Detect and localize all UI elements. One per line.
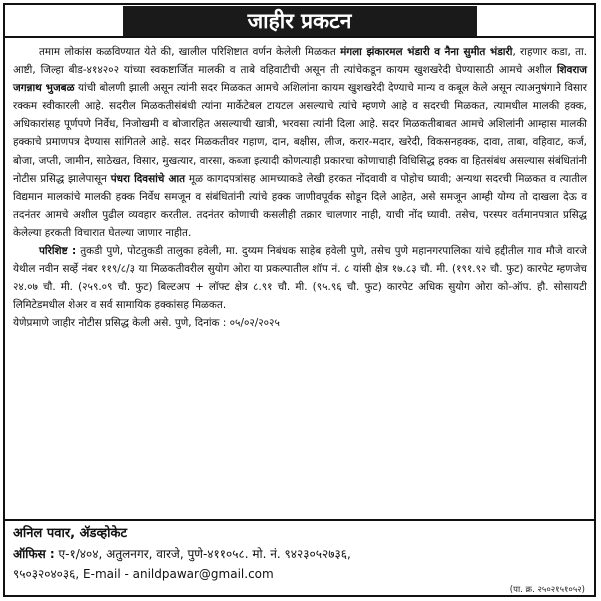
client-name: शिवराज जगन्नाथ भुजबळ [13, 64, 587, 95]
reference-code: (पा. क्र. २५०२१५१०५२) [509, 585, 585, 595]
deadline: पंधरा दिवसांचे आत [110, 172, 186, 185]
advocate-block [13, 524, 587, 595]
para-text-1: तमाम लोकांस कळविण्यात येते की, खालील परिशिष्टात वर्णन केलेली मिळकत [39, 46, 341, 58]
title-bar [5, 5, 594, 37]
email: E-mail - anildpawar@gmail.com [79, 567, 274, 581]
office-address: ए-१/४०४, अतुलनगर, वारजे, पुणे-४११०५८. मो. नं. ९४२३०५२७३६, [54, 547, 351, 561]
schedule-label: परिशिष्ट : [39, 245, 77, 258]
notice-title: जाहीर प्रकटन [123, 6, 477, 36]
contact-line [13, 564, 587, 584]
office-line [13, 544, 587, 564]
office-label: ऑफिस : [13, 547, 55, 561]
advocate-name: अनिल पवार, ॲडव्होकेट [13, 526, 128, 541]
schedule-paragraph [13, 242, 587, 314]
para-text-2: , राहणार कडा, ता. आष्टी, जिल्हा बीड-४१४२०२ यांच्या स्वकष्टार्जित मालकी व ताबे वहिवाटीची असून ती त्यांचेकडून कायम खुशखरेदी घेण्यासाठी आमचे अशील [13, 46, 587, 77]
public-notice [3, 3, 596, 597]
phone-2: ९५०३२०४०३६, [13, 567, 80, 581]
para-text-3: यांची बोलणी झाली असून त्यांनी सदर मिळकत आमचे अशिलांना कायम खुशखरेदी देण्याचे मान्य व कबूल केले असून त्याअनुषंगाने विसार रक्कम स्वीकारली आहे. सदरील मिळकतीसंबंधी त्यांना मार्केटेबल टायटल असल्याचे त्यांचे म्हणणे आहे व सदरची मिळकत, त्यामधील मालकी हक्क, अधिकारांसह पूर्णपणे निर्वेध, निजोखमी व बोजारहित असल्याची खात्री, भरवसा त्यांनी दिला आहे. सदर मिळकतीबाबत आमचे अशिलांनी आम्हास मालकी हक्काचे प्रमाणपत्र देण्यास सांगितले आहे. सदर मिळकतीवर गहाण, दान, बक्षीस, लीज, करार-मदार, खरेदी, विकसनहक्क, दावा, ताबा, वहिवाट, कर्ज, बोजा, जप्ती, जामीन, साठेखत, विसार, मुखत्यार, वारसा, कब्जा इत्यादी कोणत्याही प्रकारचा कोणाचाही विधिसिद्ध हक्क वा हितसंबंध असल्यास संबंधितांनी नोटीस प्रसिद्ध झालेपासून [13, 82, 587, 185]
signature-divider [5, 519, 594, 521]
top-divider [5, 36, 594, 38]
schedule-text: तुकडी पुणे, पोटतुकडी तालुका हवेली, मा. दुय्यम निबंधक साहेब हवेली पुणे, तसेच पुणे महानगरपालिका यांचे हद्दीतील गाव मौजे वारजे येथील नवीन सर्व्हे नंबर ११९/८/३ या मिळकतीवरील सुयोग ओरा या प्रकल्पातील शॉप नं. ८ यांसी क्षेत्र १७.८३ चौ. मी. (१९१.९२ चौ. फुट) कारपेट म्हणजेच २४.०७ चौ. मी. (२५९.०९ चौ. फुट) बिल्टअप + लॉफ्ट क्षेत्र ८.९१ चौ. मी. (९५.९६ चौ. फुट) कारपेट अधिक सुयोग ओरा को-ऑप. हौ. सोसायटी लिमिटेडमधील शेअर व सर्व सामायिक हक्कांसह मिळकत. [13, 245, 587, 312]
main-paragraph [13, 43, 587, 242]
notice-body [13, 43, 587, 333]
owner-names: मंगला झंकारमल भंडारी व नैना सुमीत भंडारी [340, 46, 513, 58]
para-text-4: मूळ कागदपत्रांसह आमच्याकडे लेखी हरकत नोंदवावी व पोहोच घ्यावी; अन्यथा सदरची मिळकत व त्यातील विद्यमान मालकांचे मालकी हक्क निर्वेध समजून व संबंधितांनी त्यांचे हक्क जाणीवपूर्वक सोडून दिले आहेत, असे समजून आम्ही योग्य तो दाखला देऊ व तदनंतर आमचे अशील पुढील व्यवहार करतील. तदनंतर कोणाची कसलीही तक्रार चालणार नाही, याची नोंद घ्यावी. तसेच, परस्पर वर्तमानपत्रात प्रसिद्ध केलेल्या हरकती विचारात घेतल्या जाणार नाहीत. [13, 172, 587, 239]
closing-line: येणेप्रमाणे जाहीर नोटीस प्रसिद्ध केली असे. पुणे, दिनांक : ०५/०२/२०२५ [13, 317, 280, 330]
